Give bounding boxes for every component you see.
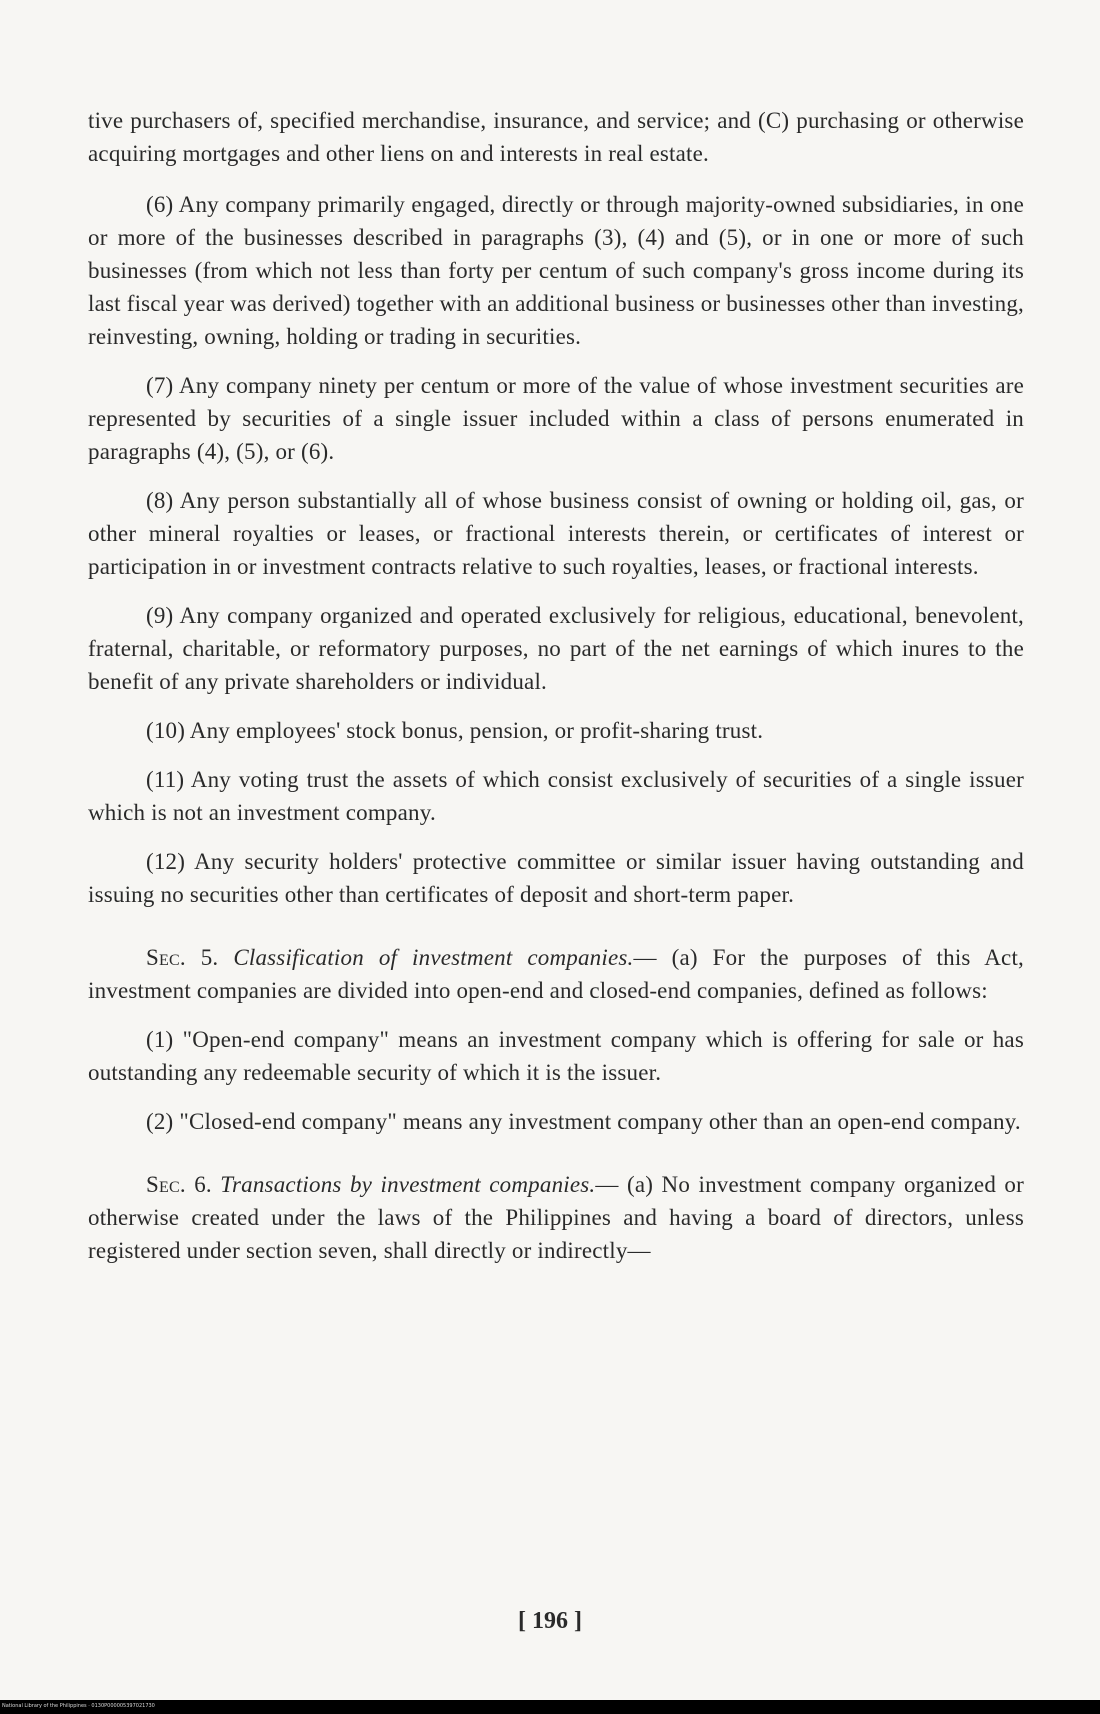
section-6 bbox=[88, 1168, 1024, 1267]
paragraph-continuation: tive purchasers of, specified merchandise, insurance, and service; and (C) purchasing or otherwise acquiring mortgages and other liens on and interests in real estate. bbox=[88, 108, 1024, 166]
section-6-title: Transactions by investment companies. bbox=[220, 1172, 596, 1197]
paragraph-12: (12) Any security holders' protective committee or similar issuer having outstanding and issuing no securities other than certificates of deposit and short-term paper. bbox=[88, 849, 1024, 907]
paragraph-11: (11) Any voting trust the assets of which consist exclusively of securities of a single issuer which is not an investment company. bbox=[88, 767, 1024, 825]
section-5-title: Classification of investment companies. bbox=[233, 945, 634, 970]
footer-strip bbox=[0, 1700, 1100, 1714]
section-6-intro: — (a) No investment company organized or otherwise created under the laws of the Philippines and having a board of directors, unless registered under section seven, shall directly or indirectly— bbox=[88, 1172, 1024, 1263]
paragraph-6: (6) Any company primarily engaged, directly or through majority-owned subsidiaries, in one or more of the businesses described in paragraphs (3), (4) and (5), or in one or more of such businesses (from which not less than forty per centum of such company's gross income during its last fiscal year was derived) together with an additional business or businesses other than investing, reinvesting, owning, holding or trading in securities. bbox=[88, 192, 1024, 349]
paragraph-8: (8) Any person substantially all of whose business consist of owning or holding oil, gas, or other mineral royalties or leases, or fractional interests therein, or certificates of interest or participation in or investment contracts relative to such royalties, leases, or fractional interests. bbox=[88, 488, 1024, 579]
footer-source-text: National Library of the Philippines · 0130P000005397021730 bbox=[2, 1703, 155, 1709]
paragraph-7: (7) Any company ninety per centum or more of the value of whose investment securities are represented by securities of a single issuer included within a class of persons enumerated in paragraphs (4), (5), or (6). bbox=[88, 373, 1024, 464]
section-5-label: Sec. 5. bbox=[146, 945, 219, 970]
page-number: [ 196 ] bbox=[518, 1608, 582, 1634]
section-6-label: Sec. 6. bbox=[146, 1172, 212, 1197]
body-text bbox=[88, 104, 1024, 1283]
section-5-item-2: (2) "Closed-end company" means any investment company other than an open-end company. bbox=[146, 1109, 1021, 1134]
section-5-intro: — (a) For the purposes of this Act, investment companies are divided into open-end and closed-end companies, defined as follows: bbox=[88, 945, 1024, 1003]
section-5 bbox=[88, 941, 1024, 1007]
section-5-item-1: (1) "Open-end company" means an investment company which is offering for sale or has outstanding any redeemable security of which it is the issuer. bbox=[88, 1027, 1024, 1085]
paragraph-9: (9) Any company organized and operated exclusively for religious, educational, benevolent, fraternal, charitable, or reformatory purposes, no part of the net earnings of which inures to the benefit of any private shareholders or individual. bbox=[88, 603, 1024, 694]
paragraph-10: (10) Any employees' stock bonus, pension, or profit-sharing trust. bbox=[146, 718, 764, 743]
